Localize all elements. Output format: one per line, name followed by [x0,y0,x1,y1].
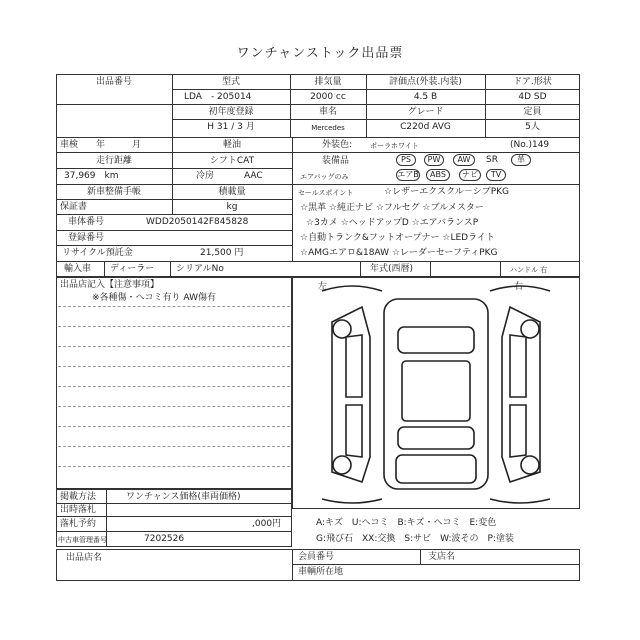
recycle-value: 21,500 円 [200,248,244,258]
lot-label: 出品番号 [95,77,132,87]
branch-label: 支店名 [428,552,456,562]
color-no: (No.)149 [510,140,550,150]
divider [56,152,580,153]
ext-color-value: ポーラホワイト [370,142,419,150]
doors-label: ドア.形状 [513,77,552,87]
vin-label: 車体番号 [68,217,105,227]
equip-abs: ABS [426,169,450,181]
load-label: 積載量 [218,187,246,197]
fuel-value: 軽油 [222,140,241,150]
warranty-label: 保証書 [60,202,88,212]
legend-line-2: G:飛び石 XX:交換 S:サビ W:波その P:塗装 [316,534,514,544]
grade-eval-value: 4.5 B [413,92,438,102]
divider [430,261,431,277]
ruled-line [58,406,290,407]
divider [56,503,292,504]
first-reg-label: 初年度登録 [208,107,254,117]
start-label: 出時落札 [60,505,97,515]
ruled-line [58,426,290,427]
divider [292,549,293,581]
mgmt-value: 7202526 [144,534,185,544]
equip-pw: PW [424,154,444,166]
ruled-line [58,306,290,307]
sales-point-1: ☆レザーエクスクル－シブPKG [384,187,510,197]
divider [56,199,292,200]
divider [56,531,292,532]
first-reg-value: H 31 / 3 月 [207,122,255,132]
divider [172,89,580,90]
equip-row2-label: エアバッグのみ [300,173,349,181]
ruled-line [58,326,290,327]
shop-label: 出品店名 [66,553,103,563]
model-label: 型式 [221,77,240,87]
member-label: 会員番号 [298,552,335,562]
divider [172,168,292,169]
sales-point-2: ☆黒革 ☆純正ナビ ☆フルセグ ☆ブルメスター [300,203,484,213]
capacity-value: 5人 [525,122,540,132]
equip-airbag: エアB [397,170,419,179]
equip-aw: AW [453,154,475,166]
method-label: 掲載方法 [60,492,97,502]
divider [56,184,580,185]
equip-navi: ナビ [459,169,481,181]
grade-label: グレード [407,107,444,117]
ruled-line [58,346,290,347]
handle-label: ハンドル 右 [510,266,548,274]
sales-point-5: ☆AMGエアロ&18AW ☆レーダーセーフティPKG [300,248,498,258]
divider [56,516,292,517]
grade-value: C220d AVG [400,122,451,132]
notes-line-1: ※各種傷・ヘコミ有り AW傷有 [92,293,216,303]
divider [292,137,293,261]
divider [56,230,292,231]
shift-label: シフトCAT [209,156,255,166]
load-unit: kg [226,202,238,212]
equip-sr: SR [486,155,498,165]
displacement-label: 排気量 [314,77,342,87]
maker-value: Mercedes [311,124,345,132]
ext-color-label: 外装色: [322,140,353,150]
divider [56,214,292,215]
divider [56,245,292,246]
equip-ps: PS [396,154,416,166]
model-value: LDA - 205014 [184,92,252,102]
mileage-value: 37,969 km [64,171,119,181]
divider [170,261,171,277]
new-warranty-label: 新車整備手帳 [86,187,141,197]
reserve-label: 落札予約 [60,519,97,529]
car-diagram [292,277,580,509]
capacity-label: 定員 [523,107,542,117]
sales-point-3: ☆3カメ ☆ヘッドアップD ☆エアバランスP [306,218,479,228]
vin-value: WDD2050142F845828 [146,217,249,227]
equip-tv: TV [486,169,506,181]
mgmt-label: 中古車管理番号 [58,536,107,544]
inspection-label: 車検 年 月 [60,140,142,150]
divider [420,549,421,564]
mileage-label: 走行距離 [95,156,132,166]
serial-label: シリアルNo [176,264,224,274]
diagram-right-label: 右 [514,282,524,292]
ac-value: AAC [244,171,263,181]
divider [56,261,580,262]
diagram-left-label: 左 [318,282,328,292]
import-label: 輸入車 [64,264,92,274]
dealer-label: ディーラー [110,264,155,274]
divider [104,261,105,277]
sales-point-4: ☆自動トランク&フットオープナー ☆LEDライト [300,233,495,243]
notes-label: 出品店記入【注意事項】 [60,280,160,290]
notes-frame [56,277,292,489]
page-title: ワンチャンストック出品票 [236,46,404,61]
divider [292,564,580,565]
method-value: ワンチャンス価格(車両価格) [126,492,241,502]
ac-label: 冷房 [196,171,215,181]
divider [56,104,580,105]
maker-label: 車名 [318,107,337,117]
recycle-label: リサイクル預託金 [62,248,133,258]
equip-label: 装備品 [322,156,350,166]
ruled-line [58,446,290,447]
grade-eval-label: 評価点(外装.内装) [389,77,462,87]
divider [172,119,580,120]
reg-no-label: 登録番号 [68,233,105,243]
ruled-line [58,366,290,367]
sales-point-label: セールスポイント [298,189,354,197]
divider [56,168,172,169]
ruled-line [58,386,290,387]
ruled-line [58,466,290,467]
doors-value: 4D SD [518,92,547,102]
transfer-label: 車輌所在地 [298,567,344,577]
divider [360,261,361,277]
displacement-value: 2000 cc [310,92,346,102]
equip-leather: 革 [511,154,531,166]
divider [500,261,501,277]
legend-line-1: A:キズ U:ヘコミ B:キズ・ヘコミ E:変色 [316,518,497,528]
price-value: ,000円 [252,519,282,529]
year-label: 年式(西暦) [370,264,414,274]
